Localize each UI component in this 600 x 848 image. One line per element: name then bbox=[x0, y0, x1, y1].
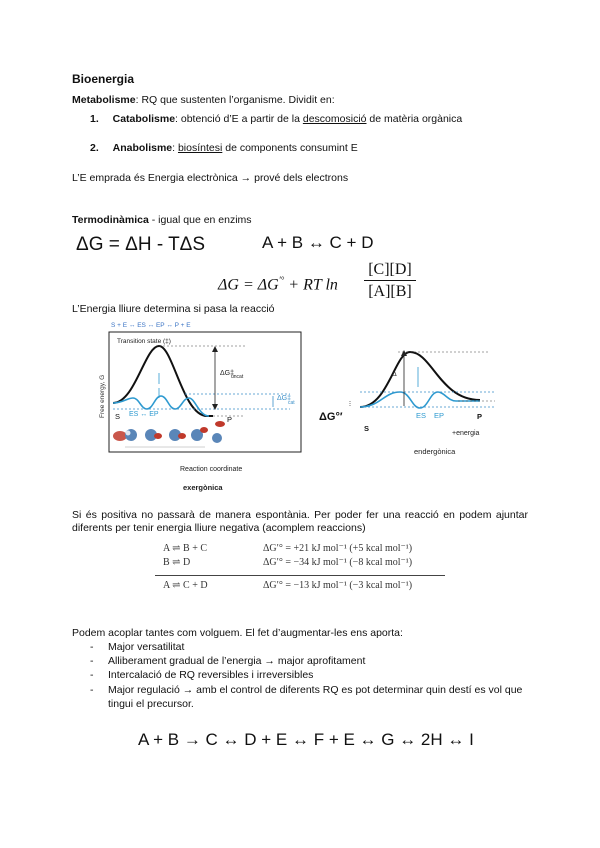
es-label: ES bbox=[416, 411, 427, 420]
exergonica-caption: exergònica bbox=[183, 483, 223, 492]
coupled-reactions-chain: A + B → C ↔ D + E ↔ F + E ↔ G ↔ 2H ↔ I bbox=[138, 730, 474, 749]
biosintesi-word: biosíntesi bbox=[177, 142, 223, 154]
anabolisme-pre: : bbox=[172, 142, 178, 154]
plus-energia-label: +energia bbox=[452, 430, 480, 437]
eq-lhs: ΔG = ΔG bbox=[218, 276, 279, 294]
table-divider bbox=[155, 575, 445, 576]
enzyme-reaction-label: S + E ↔ ES ↔ EP ↔ P + E bbox=[111, 322, 191, 329]
transition-state-label: Transition state (‡) bbox=[117, 338, 171, 345]
reaction-coordinate-label: Reaction coordinate bbox=[180, 466, 243, 473]
list-item: - Intercalació de RQ reversibles i irreversibles bbox=[90, 669, 314, 681]
metabolisme-term: Metabolisme bbox=[72, 94, 136, 106]
table-row bbox=[155, 557, 445, 571]
s-label-right: S bbox=[364, 424, 370, 433]
diagram-frame bbox=[109, 332, 301, 452]
anabolisme-post: de components consumint E bbox=[222, 142, 358, 154]
page-title: Bioenergia bbox=[72, 72, 135, 86]
list-number: 2. bbox=[90, 142, 99, 154]
coupling-table bbox=[155, 543, 445, 594]
dg-cat-sub: cat bbox=[288, 400, 295, 406]
dash-bullet: - bbox=[90, 669, 94, 681]
metabolisme-text: : RQ que sustenten l’organisme. Dividit en: bbox=[135, 94, 335, 106]
free-energy-axis-label: Free energy, G bbox=[99, 374, 106, 418]
benefits-list bbox=[90, 641, 530, 711]
list-item: - Alliberament gradual de l’energia → major aprofitament bbox=[90, 655, 366, 667]
termodinamica-line bbox=[72, 214, 252, 227]
dg-uncat-sub: uncat bbox=[231, 374, 244, 380]
p-label-right: P bbox=[477, 412, 483, 421]
table-reaction: A ⇌ B + C bbox=[163, 543, 208, 554]
termodinamica-term: Termodinàmica bbox=[72, 214, 149, 226]
table-reaction: A ⇌ C + D bbox=[163, 580, 208, 591]
dg-uncat-label: ΔG‡ bbox=[220, 370, 235, 377]
table-dg: ΔG′° = +21 kJ mol⁻¹ (+5 kcal mol⁻¹) bbox=[263, 543, 413, 554]
list-item-catabolisme bbox=[90, 113, 462, 126]
eq-denominator: [A][B] bbox=[368, 283, 412, 300]
ep-label: EP bbox=[434, 411, 445, 420]
dash-bullet: - bbox=[90, 641, 94, 653]
dash-bullet: - bbox=[90, 684, 94, 696]
table-reaction: B ⇌ D bbox=[163, 557, 191, 568]
catabolisme-pre: : obtenció d’E a partir de la bbox=[175, 113, 303, 125]
p-label: P bbox=[227, 415, 233, 424]
dg0-label: ΔG°′ bbox=[319, 411, 343, 423]
endergonic-energy-diagram bbox=[319, 340, 520, 460]
metabolisme-line bbox=[72, 94, 335, 107]
termodinamica-text: - igual que en enzims bbox=[148, 214, 252, 226]
reaction-equation: A + B ↔ C + D bbox=[262, 233, 374, 252]
uncatalyzed-curve-right bbox=[360, 352, 480, 407]
delta-label: Δ bbox=[392, 371, 397, 378]
exergonic-energy-diagram bbox=[95, 318, 305, 498]
table-dg: ΔG′° = −13 kJ mol⁻¹ (−3 kcal mol⁻¹) bbox=[263, 580, 413, 591]
s-label: S bbox=[115, 412, 121, 421]
list-number: 1. bbox=[90, 113, 99, 125]
eq-mid: + RT ln bbox=[284, 276, 338, 294]
table-row bbox=[155, 543, 445, 557]
eq-numerator: [C][D] bbox=[364, 261, 416, 281]
descomosicio-word: descomosició bbox=[302, 113, 367, 125]
gibbs-equation: ΔG = ΔH - TΔS bbox=[76, 234, 206, 255]
catalyzed-curve-right bbox=[360, 392, 480, 408]
catabolisme-post: de matèria orgànica bbox=[366, 113, 463, 125]
coupling-intro: Podem acoplar tantes com volguem. El fet d’augmentar-les ens aporta: bbox=[72, 627, 403, 639]
eq-sup: ′° bbox=[278, 275, 285, 285]
list-item: - Major regulació → amb el control de diferents RQ es pot determinar quin destí es vol que tingui el precursor. bbox=[90, 684, 523, 710]
table-dg: ΔG′° = −34 kJ mol⁻¹ (−8 kcal mol⁻¹) bbox=[263, 557, 413, 568]
list-item-anabolisme bbox=[90, 142, 358, 155]
endergonica-caption: endergònica bbox=[414, 447, 456, 456]
energy-electronica-line: L’E emprada és Energia electrònica → prové dels electrons bbox=[72, 172, 349, 184]
energia-lliure-line: L’Energia lliure determina si pasa la reacció bbox=[72, 303, 275, 315]
list-item: - Major versatilitat bbox=[90, 641, 185, 653]
dash-bullet: - bbox=[90, 655, 94, 667]
positive-energy-paragraph: Si és positiva no passarà de manera espontània. Per poder fer una reacció en podem ajuntar diferents per tenir energia lliure negativa (acomplem reaccions) bbox=[72, 509, 528, 534]
catabolisme-term: Catabolisme bbox=[112, 113, 176, 125]
dg-cat-label: ΔG‡ bbox=[277, 395, 292, 402]
es-ep-label: ES ↔ EP bbox=[129, 411, 159, 418]
table-row bbox=[155, 580, 445, 594]
anabolisme-term: Anabolisme bbox=[112, 142, 173, 154]
